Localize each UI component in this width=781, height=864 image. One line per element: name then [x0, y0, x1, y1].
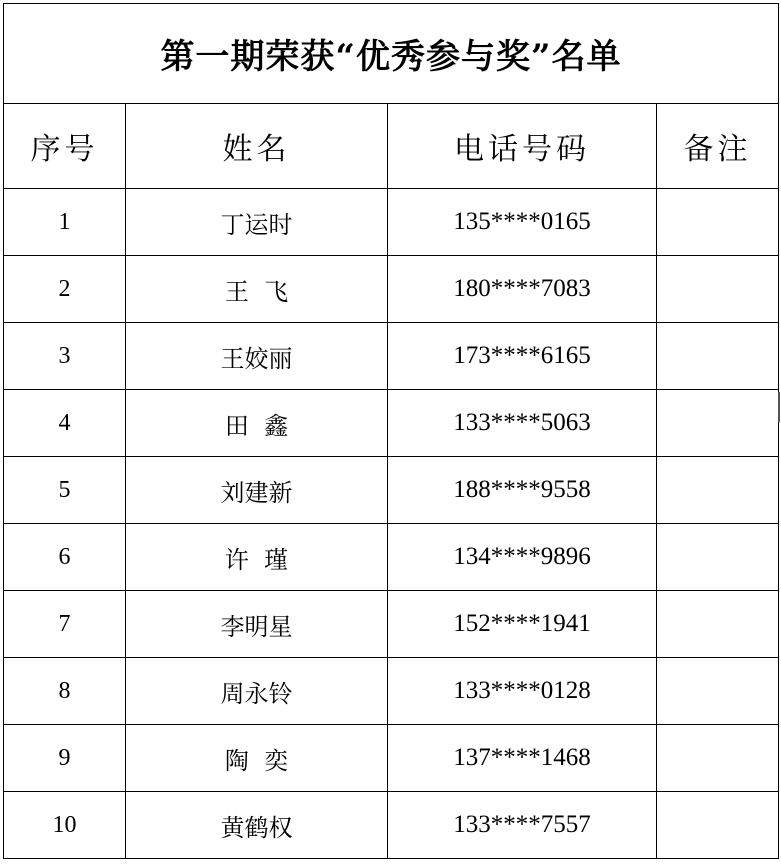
row-index-cell: 1: [4, 189, 126, 256]
row-index-cell: 5: [4, 457, 126, 524]
row-index-cell: 8: [4, 658, 126, 725]
row-index-cell: 2: [4, 256, 126, 323]
row-index-cell: 10: [4, 792, 126, 859]
row-phone-cell: 180****7083: [388, 256, 657, 323]
table-row: [4, 792, 779, 859]
header-phone: 电话号码: [388, 104, 657, 189]
table-row: [4, 658, 779, 725]
row-name-cell: 周永铃: [126, 658, 388, 725]
row-index-cell: 4: [4, 390, 126, 457]
row-remark-cell: [657, 457, 779, 524]
table-row: [4, 256, 779, 323]
header-name: 姓名: [126, 104, 388, 189]
row-name-cell: 李明星: [126, 591, 388, 658]
award-list-table: [3, 3, 779, 859]
row-name-cell: 刘建新: [126, 457, 388, 524]
table-row: [4, 457, 779, 524]
row-name-cell: 丁运时: [126, 189, 388, 256]
row-name-cell: 王姣丽: [126, 323, 388, 390]
row-phone-cell: 188****9558: [388, 457, 657, 524]
row-phone-cell: 135****0165: [388, 189, 657, 256]
table-row: [4, 725, 779, 792]
row-index-cell: 6: [4, 524, 126, 591]
row-phone-cell: 134****9896: [388, 524, 657, 591]
row-remark-cell: [657, 524, 779, 591]
row-phone-cell: 137****1468: [388, 725, 657, 792]
table-row: [4, 189, 779, 256]
row-phone-cell: 133****5063: [388, 390, 657, 457]
table-row: [4, 323, 779, 390]
row-name-cell: 王 飞: [126, 256, 388, 323]
row-remark-cell: [657, 256, 779, 323]
table-title: 第一期荣获“优秀参与奖”名单: [4, 4, 779, 104]
row-phone-cell: 133****0128: [388, 658, 657, 725]
table-row: [4, 390, 779, 457]
row-remark-cell: [657, 323, 779, 390]
document-page: [3, 3, 778, 859]
header-index: 序号: [4, 104, 126, 189]
table-row: [4, 524, 779, 591]
row-name-cell: 陶 奕: [126, 725, 388, 792]
row-remark-cell: [657, 792, 779, 859]
row-index-cell: 7: [4, 591, 126, 658]
row-name-cell: 许 瑾: [126, 524, 388, 591]
row-phone-cell: 152****1941: [388, 591, 657, 658]
title-row: [4, 4, 779, 104]
header-remark: 备注: [657, 104, 779, 189]
row-phone-cell: 133****7557: [388, 792, 657, 859]
header-row: [4, 104, 779, 189]
row-remark-cell: [657, 658, 779, 725]
row-index-cell: 9: [4, 725, 126, 792]
row-phone-cell: 173****6165: [388, 323, 657, 390]
table-row: [4, 591, 779, 658]
row-remark-cell: [657, 390, 779, 457]
row-name-cell: 黄鹤权: [126, 792, 388, 859]
row-name-cell: 田 鑫: [126, 390, 388, 457]
row-remark-cell: [657, 189, 779, 256]
edge-mark: [778, 392, 780, 422]
row-index-cell: 3: [4, 323, 126, 390]
row-remark-cell: [657, 725, 779, 792]
row-remark-cell: [657, 591, 779, 658]
